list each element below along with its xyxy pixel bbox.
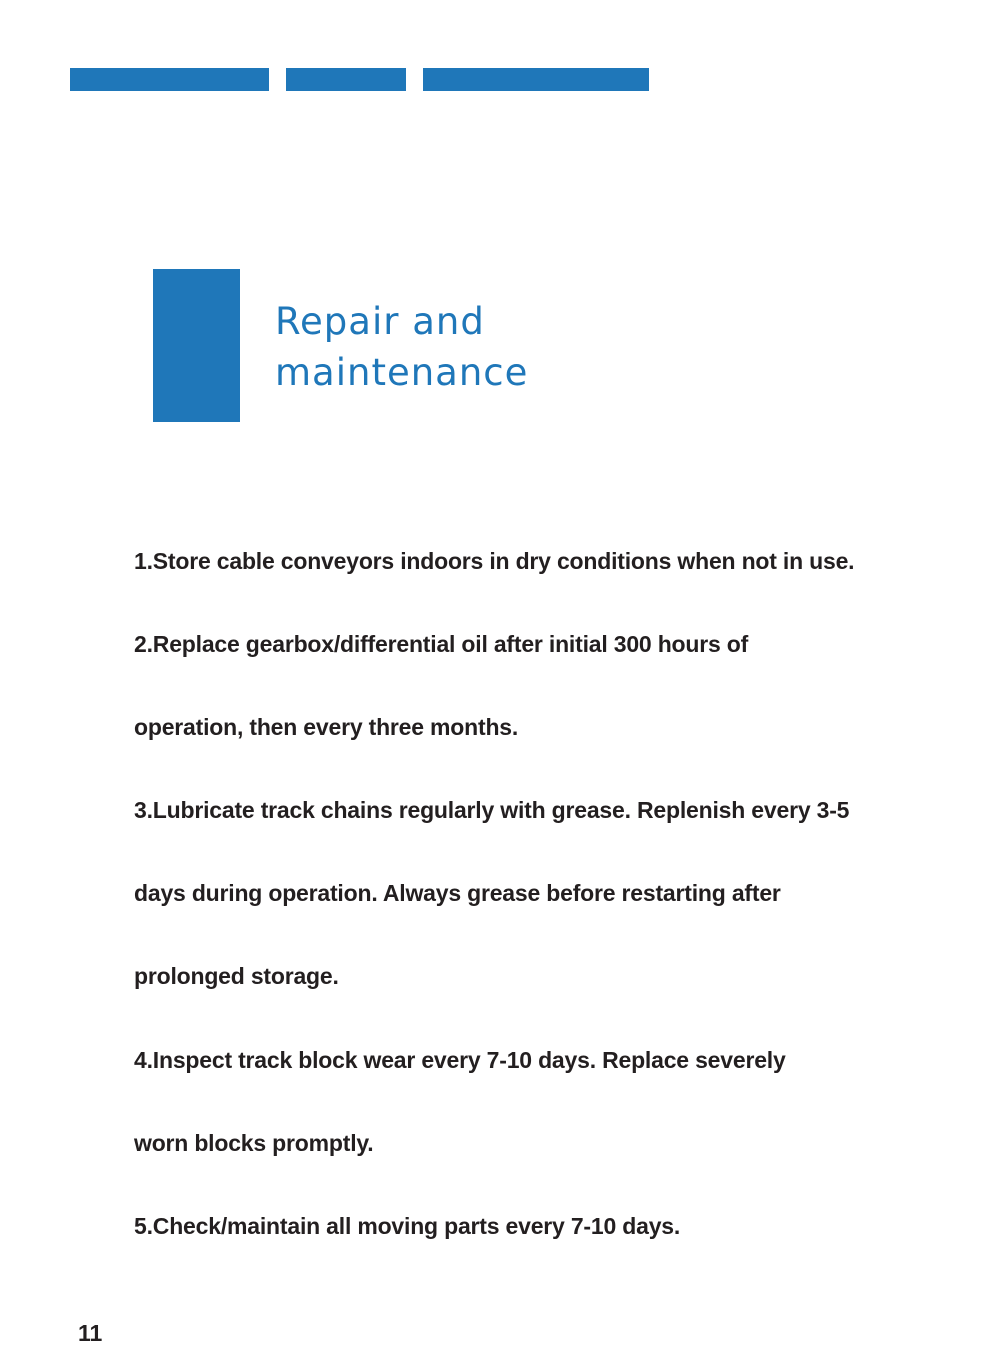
page-title — [275, 296, 528, 398]
instruction-line: days during operation. Always grease before restarting after — [134, 880, 781, 906]
instruction-line: 5.Check/maintain all moving parts every 7-10 days. — [134, 1213, 681, 1239]
header-decor-bar-3 — [423, 68, 649, 91]
header-decor-bar-2 — [286, 68, 406, 91]
page-number: 11 — [78, 1320, 103, 1346]
header-decor-bar-1 — [70, 68, 269, 91]
instruction-line: operation, then every three months. — [134, 714, 519, 740]
page-title-line-2: maintenance — [275, 351, 529, 394]
instruction-line: prolonged storage. — [134, 963, 339, 989]
instruction-line: 1.Store cable conveyors indoors in dry conditions when not in use. — [134, 548, 855, 574]
instruction-line: 2.Replace gearbox/differential oil after initial 300 hours of — [134, 631, 749, 657]
instruction-line: 4.Inspect track block wear every 7-10 days. Replace severely — [134, 1047, 786, 1073]
instruction-line: worn blocks promptly. — [134, 1130, 374, 1156]
page-title-line-1: Repair and — [275, 300, 485, 343]
instruction-line: 3.Lubricate track chains regularly with grease. Replenish every 3-5 — [134, 797, 850, 823]
title-accent-block — [153, 269, 240, 422]
